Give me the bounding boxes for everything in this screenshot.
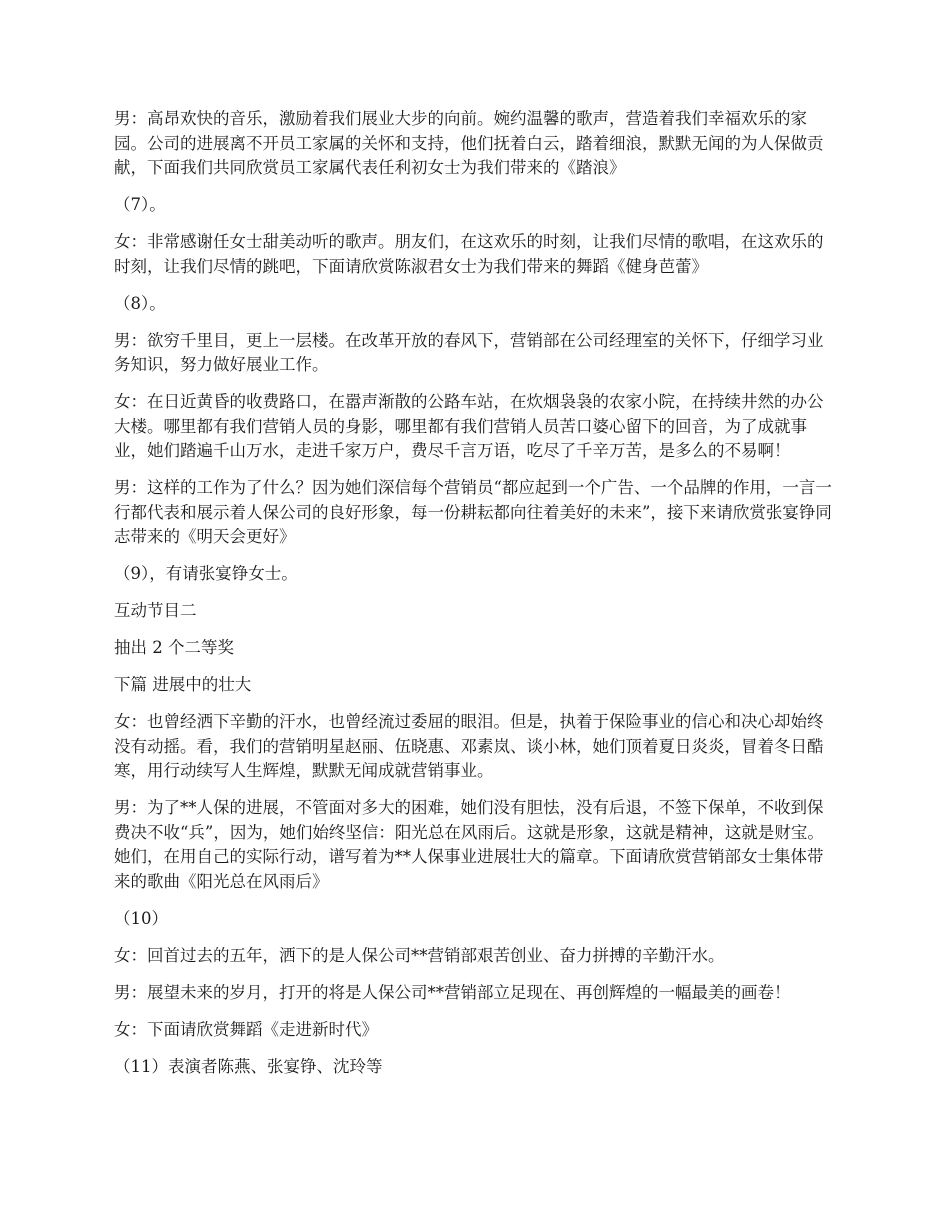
- paragraph-woman-sales-stars: 女：也曾经洒下辛勤的汗水，也曾经流过委屈的眼泪。但是，执着于保险事业的信心和决心却始终没有动摇。看，我们的营销明星赵丽、伍晓惠、邓素岚、谈小林，她们顶着夏日炎炎，冒着冬日酷寒，用行动续写人生辉煌，默默无闻成就营销事业。: [114, 712, 824, 780]
- section-interactive-two: 互动节目二: [114, 601, 197, 620]
- program-number-9: （9），有请张宴铮女士。: [114, 564, 298, 583]
- paragraph-woman-ballet: 女：非常感谢任女士甜美动听的歌声。朋友们，在这欢乐的时刻，让我们尽情的歌唱，在这欢乐的时刻，让我们尽情的跳吧，下面请欣赏陈淑君女士为我们带来的舞蹈《健身芭蕾》: [114, 232, 824, 276]
- paragraph-man-tomorrow-better: 男：这样的工作为了什么？因为她们深信每个营销员“都应起到一个广告、一个品牌的作用，一言一行都代表和展示着人保公司的良好形象，每一份耕耘都向往着美好的未来”，接下来请欣赏张宴铮同志带来的《明天会更好》: [114, 478, 832, 546]
- paragraph-man-sunshine-song: 男：为了**人保的进展，不管面对多大的困难，她们没有胆怯，没有后退，不签下保单，不收到保费决不收“兵”，因为，她们始终坚信：阳光总在风雨后。这就是形象，这就是精神，这就是财宝。她们，在用自己的实际行动，谱写着为**人保事业进展壮大的篇章。下面请欣赏营销部女士集体带来的歌曲《阳光总在风雨后》: [114, 798, 824, 891]
- paragraph-man-sales-department: 男：欲穷千里目，更上一层楼。在改革开放的春风下，营销部在公司经理室的关怀下，仔细学习业务知识，努力做好展业工作。: [114, 330, 824, 374]
- program-number-10: （10）: [114, 908, 168, 928]
- paragraph-woman-sales-staff: 女：在日近黄昏的收费路口，在嚣声渐散的公路车站，在炊烟袅袅的农家小院，在持续井然的办公大楼。哪里都有我们营销人员的身影，哪里都有我们营销人员苦口婆心留下的回音，为了成就事业，她们踏遍千山万水，走进千家万户，费尽千言万语，吃尽了千辛万苦，是多么的不易啊！: [114, 392, 824, 460]
- paragraph-woman-past-five-years: 女：回首过去的五年，洒下的是人保公司**营销部艰苦创业、奋力拼搏的辛勤汗水。: [114, 945, 725, 965]
- program-number-8: （8）。: [114, 293, 166, 313]
- paragraph-woman-new-era-dance: 女：下面请欣赏舞蹈《走进新时代》: [114, 1019, 378, 1039]
- prize-draw-second: 抽出 2 个二等奖: [114, 638, 234, 657]
- paragraph-man-future-years: 男：展望未来的岁月，打开的将是人保公司**营销部立足现在、再创辉煌的一幅最美的画卷！: [114, 982, 791, 1002]
- program-number-7: （7）。: [114, 195, 166, 214]
- section-heading-part-three: 下篇 进展中的壮大: [114, 675, 252, 694]
- document-body: [114, 107, 839, 1092]
- program-number-11: （11）表演者陈燕、张宴铮、沈玲等: [114, 1056, 383, 1076]
- paragraph-man-intro-talang: 男：高昂欢快的音乐，激励着我们展业大步的向前。婉约温馨的歌声，营造着我们幸福欢乐的家园。公司的进展离不开员工家属的关怀和支持，他们抚着白云，踏着细浪，默默无闻的为人保做贡献，下面我们共同欣赏员工家属代表任利初女士为我们带来的《踏浪》: [114, 109, 824, 177]
